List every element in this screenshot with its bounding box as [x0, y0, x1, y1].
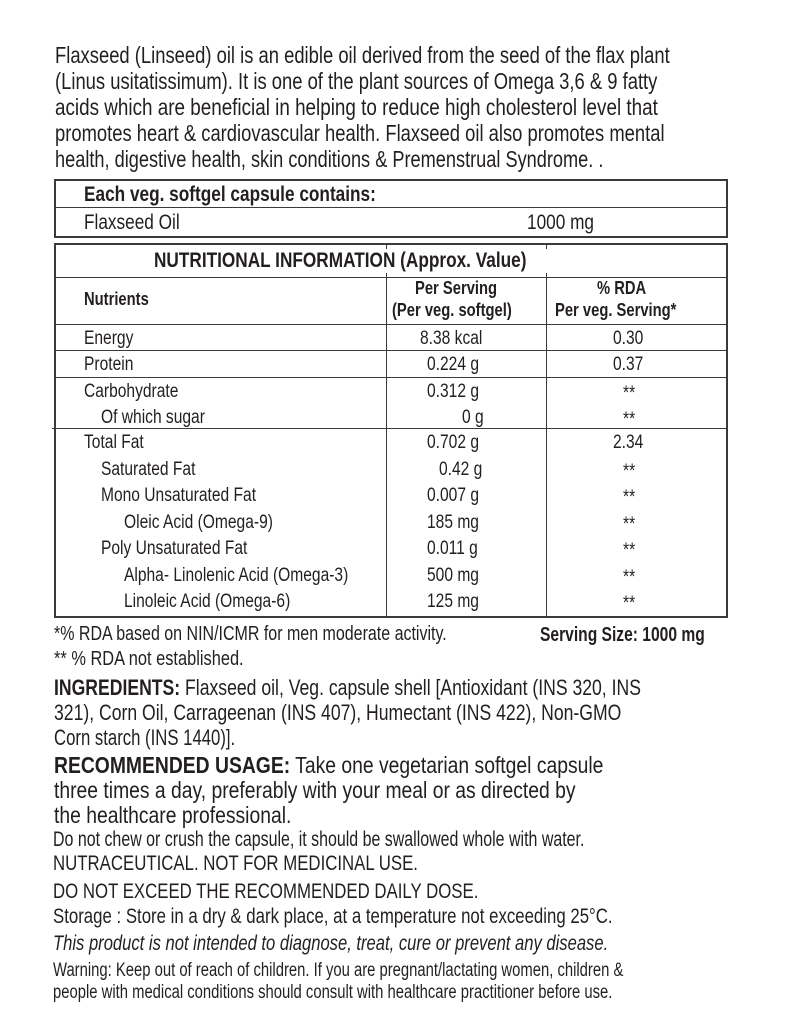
- serving-size: Serving Size: 1000 mg: [540, 624, 705, 646]
- nutrient-rda: **: [623, 593, 636, 614]
- warning-line: Warning: Keep out of reach of children. If you are pregnant/lactating women, children &: [53, 960, 624, 981]
- usage-label: RECOMMENDED USAGE:: [54, 752, 291, 778]
- nutrient-rda: **: [623, 567, 636, 588]
- nutrient-name: Alpha- Linolenic Acid (Omega-3): [124, 565, 349, 586]
- header-rda-per-serving: Per veg. Serving*: [555, 300, 677, 320]
- nutrient-value: 500 mg: [427, 565, 479, 586]
- nutrient-value: 0.702 g: [427, 432, 479, 453]
- ingredients-line: INGREDIENTS: Flaxseed oil, Veg. capsule shell [Antioxidant (INS 320, INS: [54, 675, 641, 700]
- header-rda: % RDA: [597, 278, 647, 298]
- disclaimer: This product is not intended to diagnose, treat, cure or prevent any disease.: [53, 932, 609, 955]
- header-nutrients: Nutrients: [84, 289, 149, 309]
- nutrition-table: [54, 243, 728, 618]
- nutrient-rda: **: [623, 540, 636, 561]
- chew-note: Do not chew or crush the capsule, it should be swallowed whole with water.: [53, 828, 585, 851]
- nutrient-name: Saturated Fat: [101, 459, 196, 480]
- nutrient-value: 8.38 kcal: [420, 328, 483, 349]
- composition-heading: Each veg. softgel capsule contains:: [84, 183, 376, 206]
- nutrient-rda: 0.30: [613, 328, 644, 349]
- header-per-softgel: (Per veg. softgel): [392, 300, 512, 320]
- column-divider: [386, 245, 387, 616]
- nutrient-value: 125 mg: [427, 591, 479, 612]
- footnote-rda-basis: *% RDA based on NIN/ICMR for men moderate activity.: [54, 623, 447, 645]
- header-per-serving: Per Serving: [415, 278, 498, 298]
- intro-line: acids which are beneficial in helping to reduce high cholesterol level that: [55, 94, 658, 120]
- nutrient-rda: 2.34: [613, 432, 644, 453]
- intro-line: health, digestive health, skin conditions & Premenstrual Syndrome. .: [55, 146, 604, 172]
- intro-line: promotes heart & cardiovascular health. Flaxseed oil also promotes mental: [55, 120, 665, 146]
- nutrient-value: 0.312 g: [427, 381, 479, 402]
- column-divider: [546, 245, 547, 616]
- nutrient-rda: **: [623, 461, 636, 482]
- nutrient-rda: **: [623, 514, 636, 535]
- nutrient-value: 0.224 g: [427, 354, 479, 375]
- title-overlay: [152, 247, 592, 276]
- nutrient-value: 0 g: [462, 407, 484, 428]
- warning-line: people with medical conditions should consult with healthcare practitioner before use.: [53, 982, 613, 1003]
- footnote-rda-not-established: ** % RDA not established.: [54, 648, 244, 670]
- usage-line: RECOMMENDED USAGE: Take one vegetarian softgel capsule: [54, 752, 604, 778]
- nutrient-rda: **: [623, 409, 636, 430]
- divider: [56, 207, 726, 208]
- divider: [56, 377, 726, 378]
- nutrient-name: Total Fat: [84, 432, 144, 453]
- nutrient-name: Energy: [84, 328, 134, 349]
- ingredients-line: Corn starch (INS 1440)].: [54, 725, 236, 750]
- nutrient-value: 0.42 g: [439, 459, 483, 480]
- nutrient-rda: **: [623, 487, 636, 508]
- nutrient-name: Oleic Acid (Omega-9): [124, 512, 273, 533]
- nutrient-name: Poly Unsaturated Fat: [101, 538, 248, 559]
- nutrition-title: NUTRITIONAL INFORMATION (Approx. Value): [152, 249, 610, 273]
- nutrient-value: 0.011 g: [427, 538, 478, 559]
- intro-line: Flaxseed (Linseed) oil is an edible oil derived from the seed of the flax plant: [55, 42, 670, 68]
- divider: [56, 324, 726, 325]
- dose-warning: DO NOT EXCEED THE RECOMMENDED DAILY DOSE.: [53, 880, 479, 903]
- composition-ingredient: Flaxseed Oil: [84, 211, 180, 234]
- usage-line: three times a day, preferably with your meal or as directed by: [54, 777, 576, 803]
- nutrient-value: 0.007 g: [427, 485, 479, 506]
- nutrient-name: Carbohydrate: [84, 381, 179, 402]
- nutrient-rda: 0.37: [613, 354, 644, 375]
- divider: [56, 350, 726, 351]
- nutrient-name: Linoleic Acid (Omega-6): [124, 591, 291, 612]
- usage-line: the healthcare professional.: [54, 802, 292, 828]
- nutrient-name: Protein: [84, 354, 134, 375]
- nutrient-value: 185 mg: [427, 512, 479, 533]
- nutrient-name: Mono Unsaturated Fat: [101, 485, 257, 506]
- nutrient-name: Of which sugar: [101, 407, 205, 428]
- ingredients-line: 321), Corn Oil, Carrageenan (INS 407), Humectant (INS 422), Non-GMO: [54, 700, 622, 725]
- intro-line: (Linus usitatissimum). It is one of the plant sources of Omega 3,6 & 9 fatty: [55, 68, 658, 94]
- nutrient-rda: **: [623, 383, 636, 404]
- storage-note: Storage : Store in a dry & dark place, at a temperature not exceeding 25°C.: [53, 905, 613, 928]
- nutraceutical-note: NUTRACEUTICAL. NOT FOR MEDICINAL USE.: [53, 852, 418, 875]
- ingredients-label: INGREDIENTS:: [54, 675, 181, 700]
- composition-amount: 1000 mg: [527, 211, 595, 234]
- composition-box: [54, 179, 728, 238]
